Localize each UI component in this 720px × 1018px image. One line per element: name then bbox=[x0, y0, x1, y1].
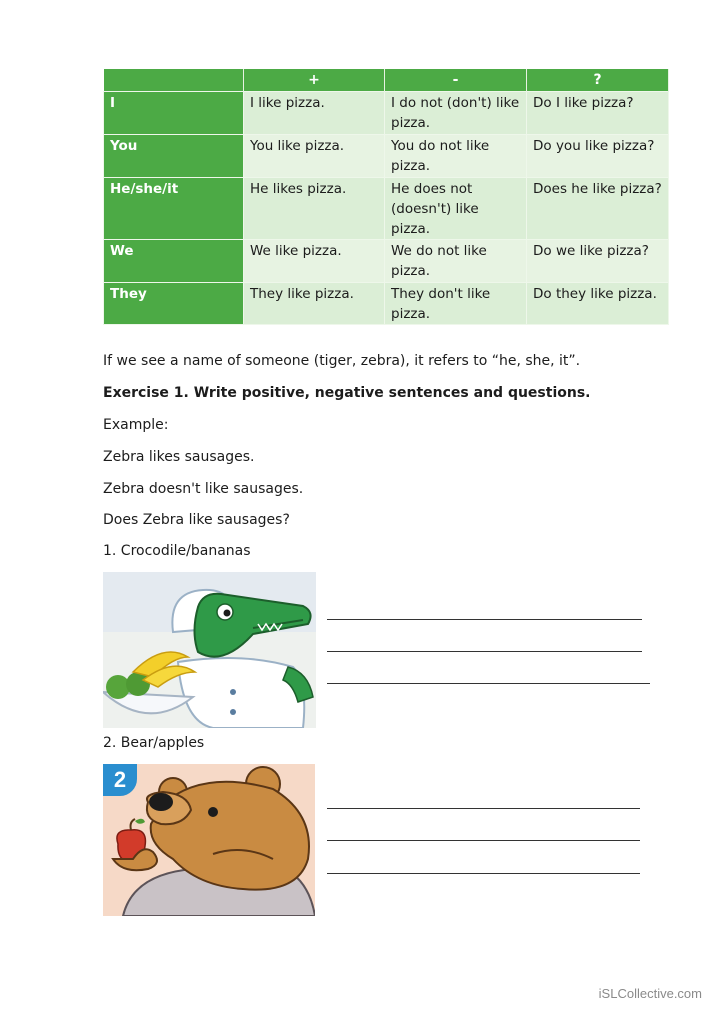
answer-line[interactable] bbox=[327, 840, 640, 841]
crocodile-illustration bbox=[103, 572, 316, 728]
table-header-positive: + bbox=[244, 69, 385, 92]
question-cell: Do they like pizza. bbox=[527, 283, 669, 325]
table-header-question: ? bbox=[527, 69, 669, 92]
example-question: Does Zebra like sausages? bbox=[103, 512, 290, 528]
table-header-row bbox=[104, 69, 669, 92]
table-row bbox=[104, 178, 669, 240]
example-label: Example: bbox=[103, 417, 169, 433]
positive-cell: They like pizza. bbox=[244, 283, 385, 325]
item-2-label: 2. Bear/apples bbox=[103, 735, 205, 751]
positive-cell: He likes pizza. bbox=[244, 178, 385, 240]
negative-cell: They don't like pizza. bbox=[385, 283, 527, 325]
answer-line[interactable] bbox=[327, 873, 640, 874]
question-cell: Do you like pizza? bbox=[527, 135, 669, 178]
subject-cell: He/she/it bbox=[104, 178, 244, 240]
table-row bbox=[104, 283, 669, 325]
subject-cell: You bbox=[104, 135, 244, 178]
positive-cell: You like pizza. bbox=[244, 135, 385, 178]
question-cell: Do we like pizza? bbox=[527, 240, 669, 283]
positive-cell: We like pizza. bbox=[244, 240, 385, 283]
exercise-title: Exercise 1. Write positive, negative sentences and questions. bbox=[103, 385, 591, 401]
subject-cell: We bbox=[104, 240, 244, 283]
example-negative: Zebra doesn't like sausages. bbox=[103, 481, 304, 497]
table-header-negative: - bbox=[385, 69, 527, 92]
answer-line[interactable] bbox=[327, 619, 642, 620]
item-1-label: 1. Crocodile/bananas bbox=[103, 543, 251, 559]
negative-cell: You do not like pizza. bbox=[385, 135, 527, 178]
table-row bbox=[104, 92, 669, 135]
site-watermark: iSLCollective.com bbox=[598, 986, 702, 1001]
table-row bbox=[104, 135, 669, 178]
answer-line[interactable] bbox=[327, 651, 642, 652]
positive-cell: I like pizza. bbox=[244, 92, 385, 135]
answer-line[interactable] bbox=[327, 683, 650, 684]
table-row bbox=[104, 240, 669, 283]
grammar-table bbox=[103, 69, 669, 325]
bear-illustration bbox=[103, 764, 315, 916]
subject-cell: They bbox=[104, 283, 244, 325]
negative-cell: I do not (don't) like pizza. bbox=[385, 92, 527, 135]
answer-line[interactable] bbox=[327, 808, 640, 809]
table-header-subject bbox=[104, 69, 244, 92]
question-cell: Do I like pizza? bbox=[527, 92, 669, 135]
negative-cell: We do not like pizza. bbox=[385, 240, 527, 283]
negative-cell: He does not (doesn't) like pizza. bbox=[385, 178, 527, 240]
question-cell: Does he like pizza? bbox=[527, 178, 669, 240]
subject-cell: I bbox=[104, 92, 244, 135]
number-badge-text: 2 bbox=[113, 767, 127, 792]
example-positive: Zebra likes sausages. bbox=[103, 449, 255, 465]
note-text: If we see a name of someone (tiger, zebra), it refers to “he, she, it”. bbox=[103, 353, 581, 369]
